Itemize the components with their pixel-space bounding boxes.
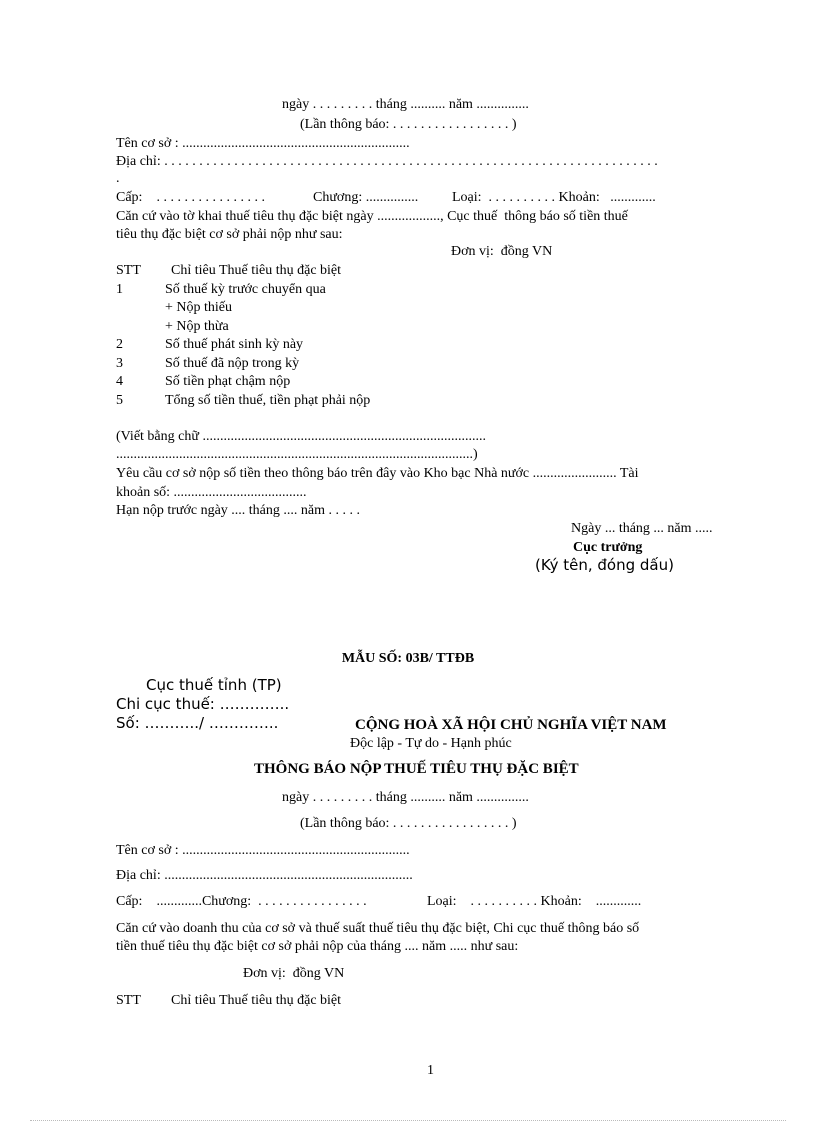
document-number: Số: ………../ …………..: [116, 714, 279, 732]
notice2-unit: Đơn vị: đồng VN: [243, 966, 345, 981]
page-bottom-divider: [30, 1120, 786, 1121]
table-row-label: Tổng số tiền thuế, tiền phạt phải nộp: [165, 393, 371, 408]
page-title: THÔNG BÁO NỘP THUẾ TIÊU THỤ ĐẶC BIỆT: [254, 761, 579, 777]
tax-subdepartment: Chi cục thuế: …………..: [116, 695, 290, 713]
table-row-stt: 1: [116, 282, 123, 297]
notice1-chuong: Chương: ...............: [313, 190, 419, 205]
notice1-date-line: ngày . . . . . . . . . tháng .......... năm ...............: [282, 97, 529, 112]
notice1-address-cont: .: [116, 171, 120, 186]
notice1-cap: Cấp: . . . . . . . . . . . . . . . .: [116, 190, 265, 205]
notice2-col-item: Chỉ tiêu Thuế tiêu thụ đặc biệt: [171, 993, 342, 1008]
table-row-label: Số thuế kỳ trước chuyển qua: [165, 282, 326, 297]
table-row-label: + Nộp thiếu: [165, 300, 232, 315]
republic-heading: CỘNG HOÀ XÃ HỘI CHỦ NGHĨA VIỆT NAM: [355, 717, 667, 733]
table-row-stt: 3: [116, 356, 123, 371]
notice2-notice-number: (Lần thông báo: . . . . . . . . . . . . . . . . . ): [300, 816, 517, 831]
notice2-facility-name: Tên cơ sở : .................................................................: [116, 843, 410, 858]
notice2-loai-khoan: Loại: . . . . . . . . . . Khoản: .............: [427, 894, 642, 909]
notice1-notice-number: (Lần thông báo: . . . . . . . . . . . . . . . . . ): [300, 117, 517, 132]
notice1-col-item: Chỉ tiêu Thuế tiêu thụ đặc biệt: [171, 263, 342, 278]
notice1-sign-date: Ngày ... tháng ... năm .....: [571, 521, 713, 536]
notice1-basis-line1: Căn cứ vào tờ khai thuế tiêu thụ đặc biệt ngày .................., Cục thuế thông báo số tiền thuế: [116, 209, 628, 224]
notice1-address: Địa chỉ: . . . . . . . . . . . . . . . . . . . . . . . . . . . . . . . . . . . . . . . . . . . . . . . . . . . . . . . . . . . . . . . . . . . . . . .: [116, 154, 658, 169]
notice1-in-words-line2: ......................................................................................................): [116, 447, 478, 462]
form-number: MẪU SỐ: 03B/ TTĐB: [341, 651, 475, 666]
notice1-unit: Đơn vị: đồng VN: [451, 244, 553, 259]
notice2-col-stt: STT: [116, 993, 141, 1008]
table-row-label: Số thuế phát sinh kỳ này: [165, 337, 304, 352]
notice2-address: Địa chỉ: .......................................................................: [116, 868, 413, 883]
notice1-col-stt: STT: [116, 263, 141, 278]
notice2-basis-line2: tiền thuế tiêu thụ đặc biệt cơ sở phải nộp của tháng .... năm ..... như sau:: [116, 939, 519, 954]
notice1-sign-title: Cục trưởng: [573, 540, 643, 555]
tax-department: Cục thuế tỉnh (TP): [146, 676, 282, 694]
table-row-label: + Nộp thừa: [165, 319, 229, 334]
notice2-cap-chuong: Cấp: .............Chương: . . . . . . . . . . . . . . . .: [116, 894, 367, 909]
notice1-deadline: Hạn nộp trước ngày .... tháng .... năm . . . . .: [116, 503, 361, 518]
table-row-label: Số tiền phạt chậm nộp: [165, 374, 291, 389]
table-row-label: Số thuế đã nộp trong kỳ: [165, 356, 300, 371]
notice1-facility-name: Tên cơ sở : .................................................................: [116, 136, 410, 151]
table-row-stt: 5: [116, 393, 123, 408]
notice1-loai-khoan: Loại: . . . . . . . . . . Khoản: .............: [452, 190, 656, 205]
notice1-sign-note: (Ký tên, đóng dấu): [535, 556, 674, 574]
notice1-in-words-line1: (Viết bằng chữ .................................................................................: [116, 429, 486, 444]
page-number: 1: [427, 1063, 434, 1078]
notice1-basis-line2: tiêu thụ đặc biệt cơ sở phải nộp như sau:: [116, 227, 343, 242]
notice1-request-line1: Yêu cầu cơ sở nộp số tiền theo thông báo trên đây vào Kho bạc Nhà nước ........................ Tài: [116, 466, 639, 481]
table-row-stt: 2: [116, 337, 123, 352]
national-motto: Độc lập - Tự do - Hạnh phúc: [350, 736, 512, 751]
notice2-date-line: ngày . . . . . . . . . tháng .......... năm ...............: [282, 790, 529, 805]
notice2-basis-line1: Căn cứ vào doanh thu của cơ sở và thuế suất thuế tiêu thụ đặc biệt, Chi cục thuế thông báo số: [116, 921, 640, 936]
notice1-request-line2: khoản số: ......................................: [116, 485, 307, 500]
table-row-stt: 4: [116, 374, 123, 389]
